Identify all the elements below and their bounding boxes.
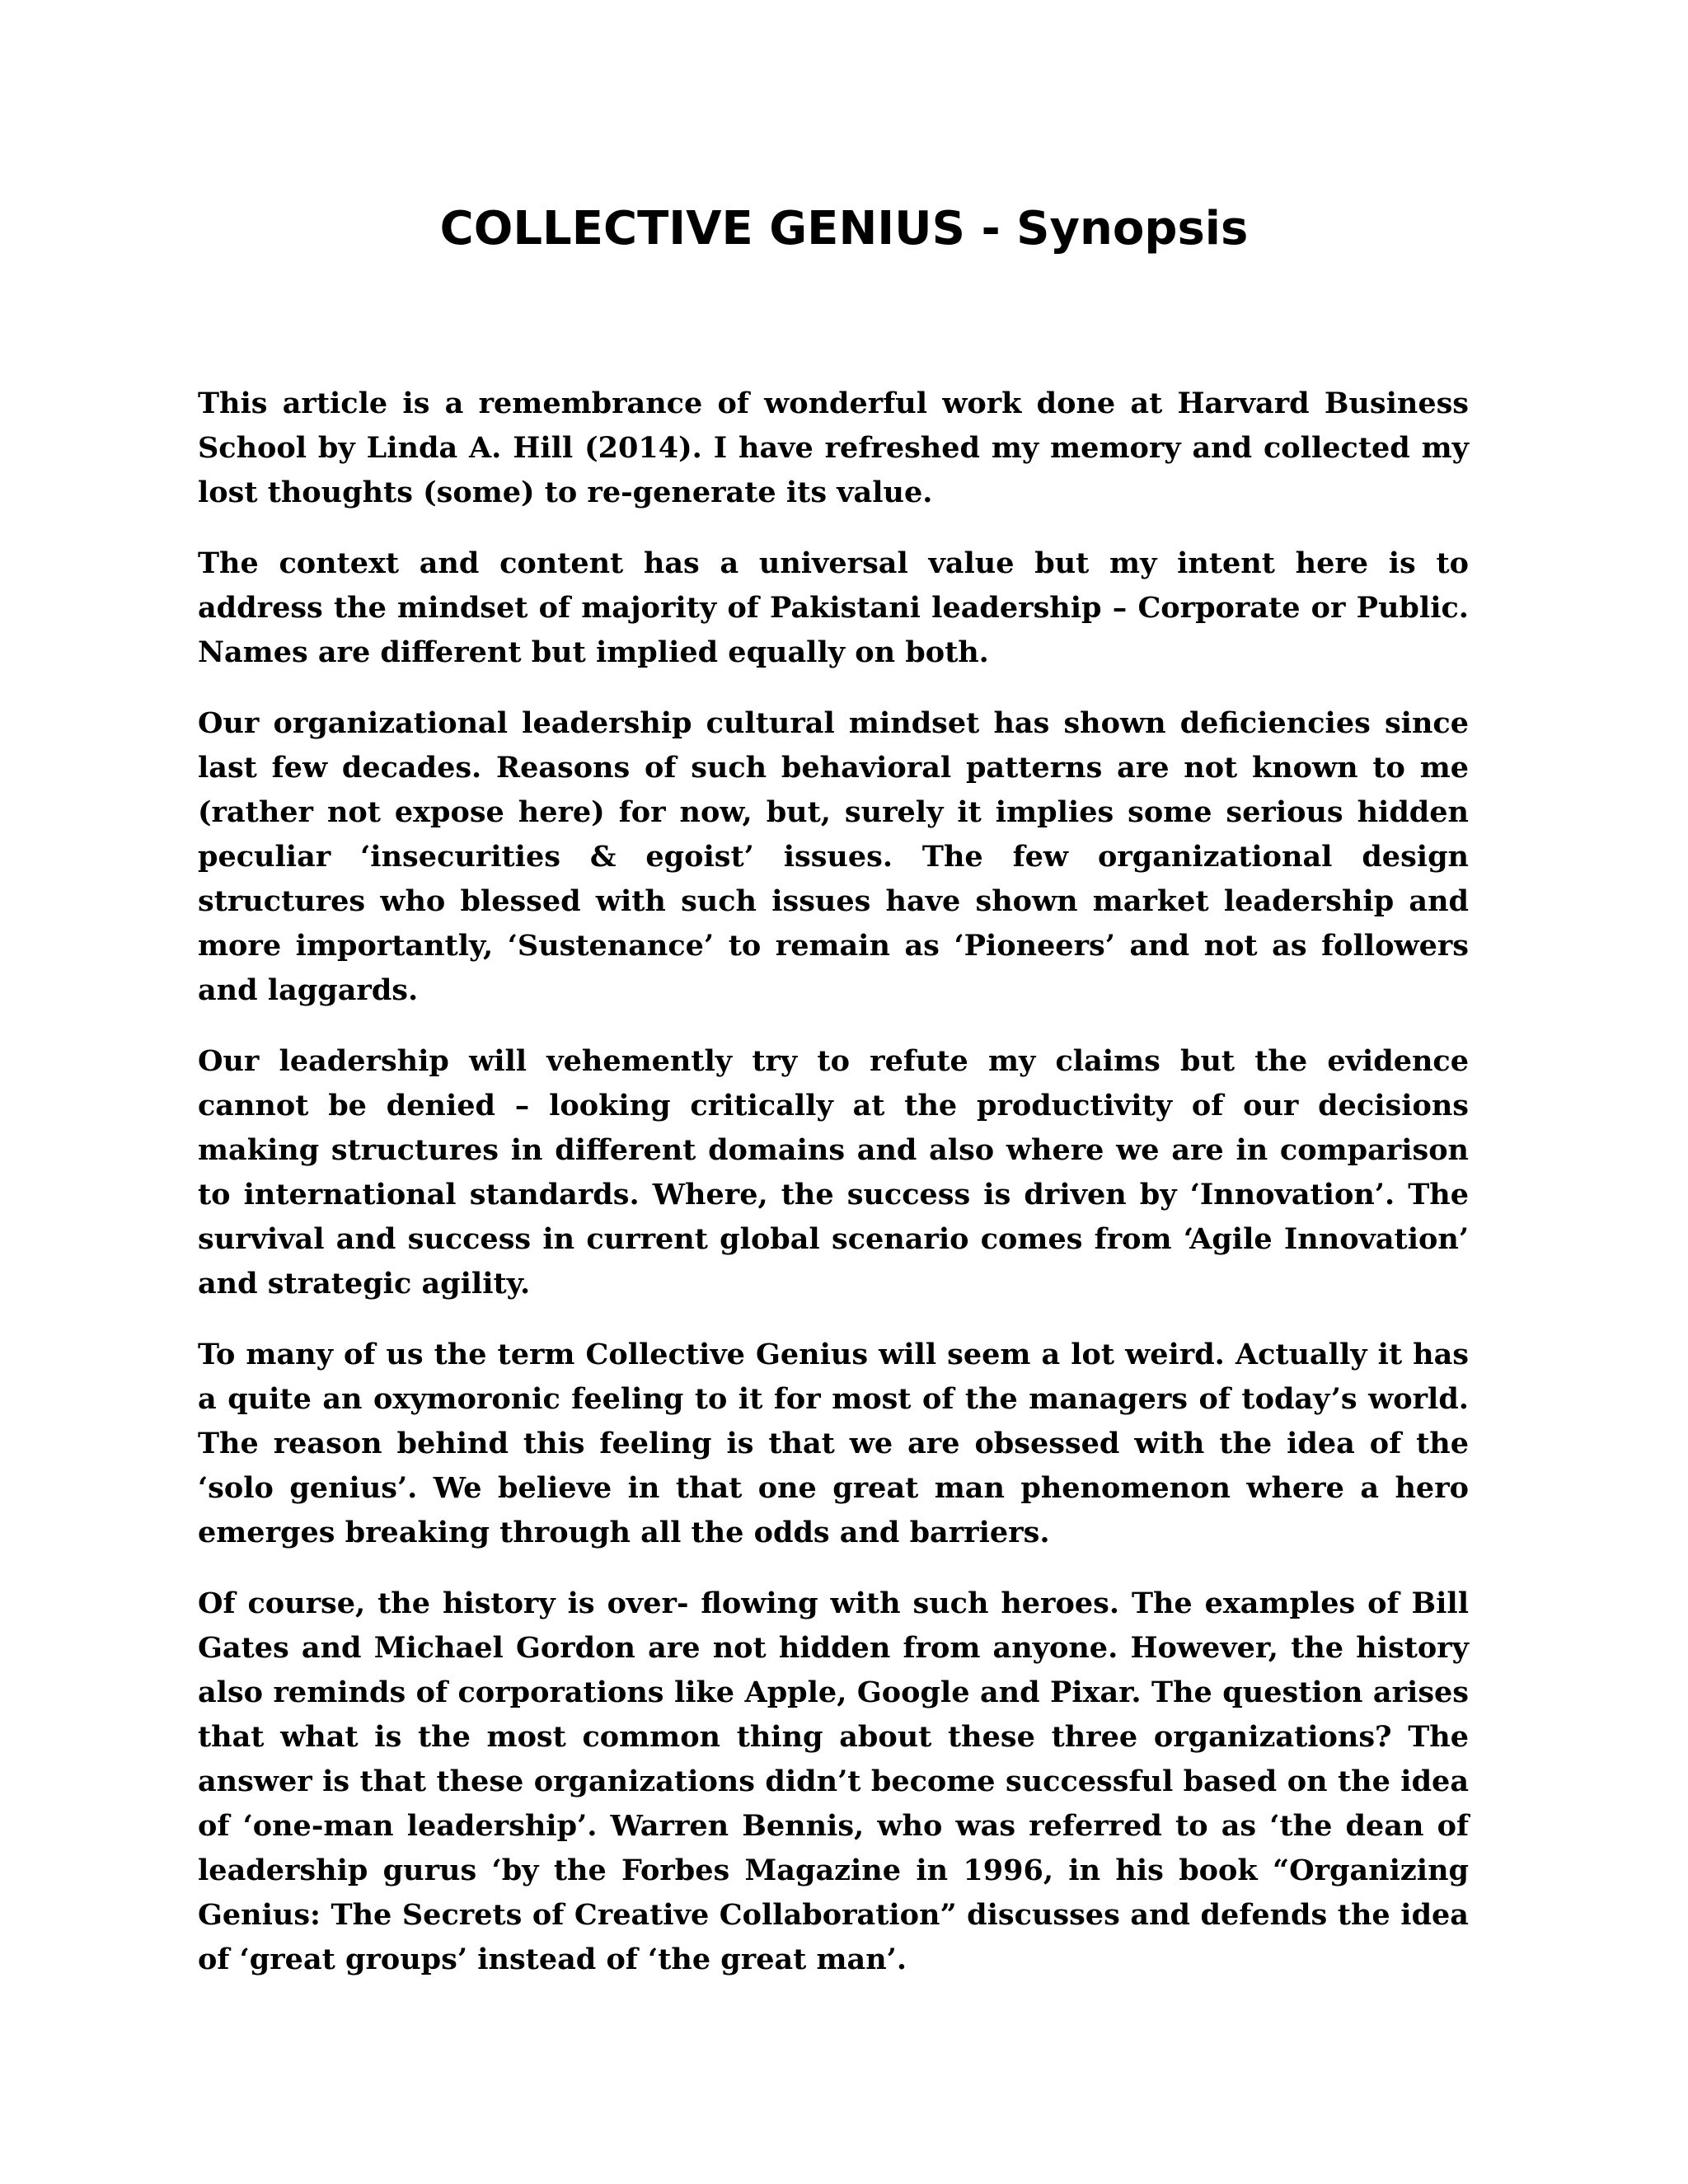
paragraph-1: This article is a remembrance of wonderful work done at Harvard Business School by Linda A. Hill (2014). I have refreshed my memory and collected my lost thoughts (some) to re-generate its value. bbox=[198, 387, 1469, 509]
paragraph-6: Of course, the history is over- flowing with such heroes. The examples of Bill Gates and Michael Gordon are not hidden from anyone. However, the history also reminds of corporations like Apple, Google and Pixar. The question arises that what is the most common thing about these three organizations? The answer is that these organizations didn’t become successful based on the idea of ‘one-man leadership’. Warren Bennis, who was referred to as ‘the dean of leadership gurus ‘by the Forbes Magazine in 1996, in his book “Organizing Genius: The Secrets of Creative Collaboration” discusses and defends the idea of ‘great groups’ instead of ‘the great man’. bbox=[198, 1586, 1469, 1976]
page-title: COLLECTIVE GENIUS - Synopsis bbox=[439, 202, 1249, 255]
paragraph-4: Our leadership will vehemently try to refute my claims but the evidence cannot be denied – looking critically at the productivity of our decisions making structures in different domains and also where we are in comparison to international standards. Where, the success is driven by ‘Innovation’. The survival and success in current global scenario comes from ‘Agile Innovation’ and strategic agility. bbox=[198, 1044, 1469, 1301]
paragraph-2: The context and content has a universal value but my intent here is to address the mindset of majority of Pakistani leadership – Corporate or Public. Names are different but implied equally on both. bbox=[198, 546, 1469, 669]
paragraph-3: Our organizational leadership cultural mindset has shown deficiencies since last few decades. Reasons of such behavioral patterns are not known to me (rather not expose here) for now, but, surely it implies some serious hidden peculiar ‘insecurities & egoist’ issues. The few organizational design structures who blessed with such issues have shown market leadership and more importantly, ‘Sustenance’ to remain as ‘Pioneers’ and not as followers and laggards. bbox=[198, 706, 1469, 1007]
article-body bbox=[198, 382, 1469, 2008]
paragraph-5: To many of us the term Collective Genius will seem a lot weird. Actually it has a quite an oxymoronic feeling to it for most of the managers of today’s world. The reason behind this feeling is that we are obsessed with the idea of the ‘solo genius’. We believe in that one great man phenomenon where a hero emerges breaking through all the odds and barriers. bbox=[198, 1338, 1469, 1549]
